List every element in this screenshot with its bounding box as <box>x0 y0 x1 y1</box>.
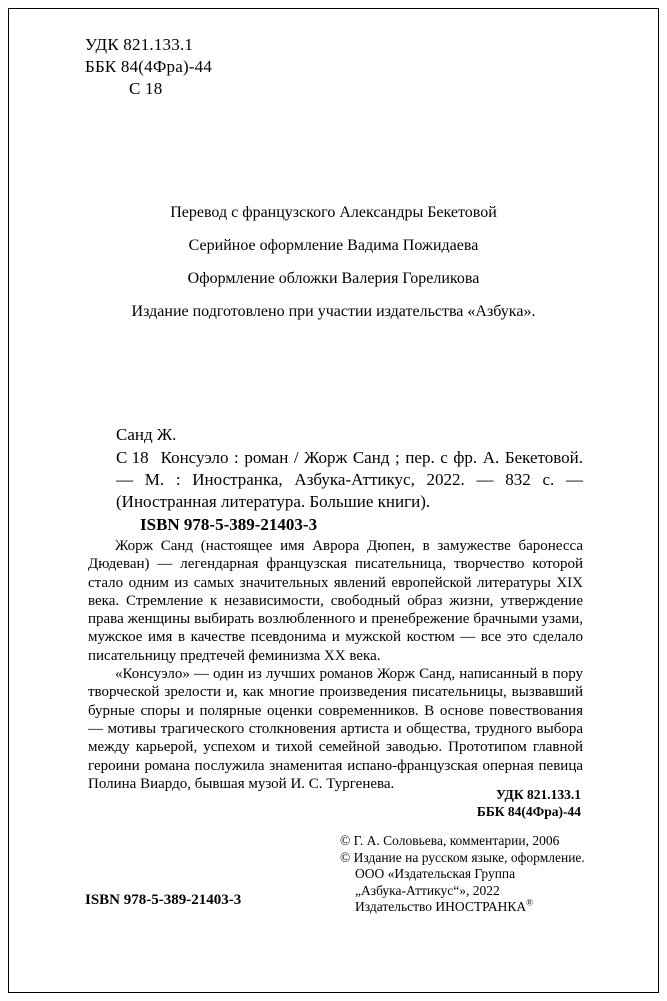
annotation-paragraph-author: Жорж Санд (настоящее имя Аврора Дюпен, в замужестве баронесса Дюдеван) — легендарная французская писательница, творчество которой стало одним из самых значительных явлений европейской литературы XIX века. Стремление к независимости, свободный образ жизни, утверждение права женщины выбирать возлюбленного и пренебрежение брачными узами, мужское имя в качестве псевдонима и мужской костюм — все это сделало писательницу предтечей феминизма XX века. <box>88 538 583 664</box>
footer-isbn: ISBN 978-5-389-21403-3 <box>85 892 242 908</box>
classification-footer <box>477 786 581 820</box>
copyright-line-atticus: „Азбука-Аттикус“», 2022 <box>355 882 500 898</box>
copyright-block <box>340 833 585 916</box>
annotation-paragraph-novel: «Консуэло» — один из лучших романов Жорж Санд, написанный в пору творческой зрелости и, как многие произведения писательницы, вызвавший бурные споры и полярные оценки современников. В основе повествования — мотивы трагического столкновения артиста и общества, трудного выбора между карьерой, успехом и тихой семейной заводью. Прототипом главной героини романа послужила знаменитая испано-французская оперная певица Полина Виардо, бывшая музой И. С. Тургенева. <box>88 666 583 792</box>
bbk-line: ББК 84(4Фра)-44 <box>85 57 213 76</box>
classification-header <box>85 34 212 100</box>
credits-block <box>0 203 667 335</box>
bbk-line-bottom: ББК 84(4Фра)-44 <box>476 804 581 819</box>
catalog-entry <box>116 447 583 513</box>
catalog-author: Санд Ж. <box>116 425 177 444</box>
credit-line-translator: Перевод с французского Александры Бекетовой <box>170 204 497 221</box>
catalog-isbn: ISBN 978-5-389-21403-3 <box>140 515 318 534</box>
copyright-line-edition: © Издание на русском языке, оформление. <box>340 849 585 865</box>
credit-line-series-design: Серийное оформление Вадима Пожидаева <box>188 237 479 254</box>
credit-line-cover-design: Оформление обложки Валерия Гореликова <box>187 270 480 287</box>
copyright-line-comments: © Г. А. Соловьева, комментарии, 2006 <box>340 833 560 848</box>
author-sign-code: С 18 <box>129 79 163 98</box>
registered-trademark-icon: ® <box>526 897 533 908</box>
catalog-entry-text: Консуэло : роман / Жорж Санд ; пер. с фр. А. Бекетовой. — М. : Иностранка, Азбука-Аттикус, 2022. — 832 с. — (Иностранная литература. Большие книги). <box>116 448 583 511</box>
credit-line-publishing-note: Издание подготовлено при участии издательства «Азбука». <box>131 303 536 320</box>
catalog-card <box>88 424 583 536</box>
copyright-line-group: ООО «Издательская Группа <box>355 866 516 882</box>
udk-line-bottom: УДК 821.133.1 <box>496 787 581 802</box>
annotation-block <box>88 537 583 793</box>
catalog-author-sign: С 18 <box>116 448 149 467</box>
copyright-line-publisher <box>340 899 585 916</box>
udk-line: УДК 821.133.1 <box>85 35 194 54</box>
publisher-name: Издательство ИНОСТРАНКА <box>355 899 527 915</box>
